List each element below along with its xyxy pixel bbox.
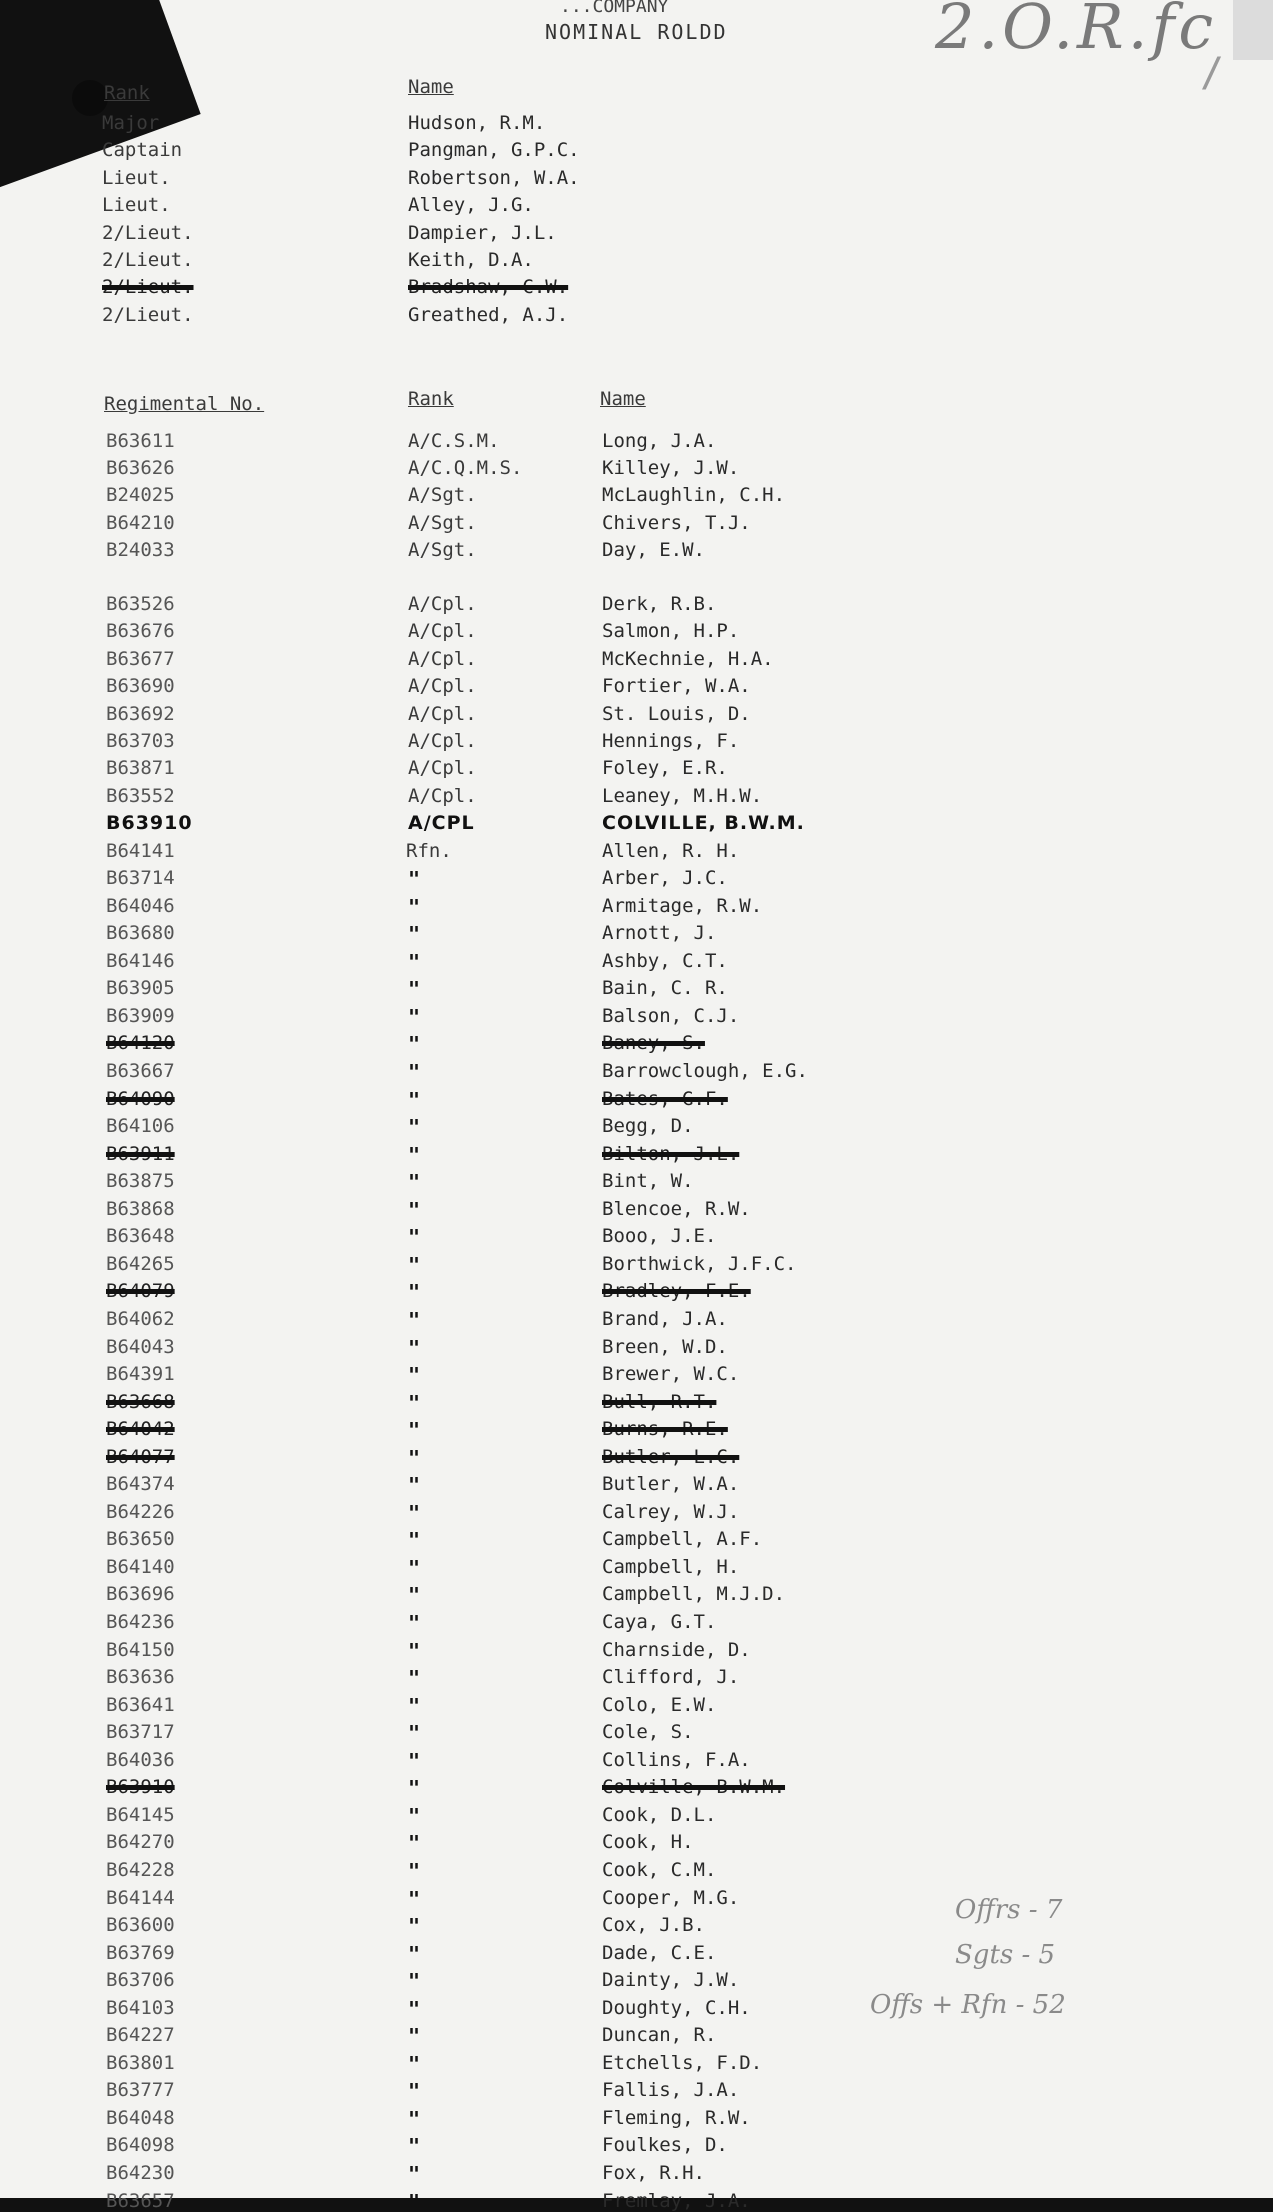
soldier-name: Booo, J.E. bbox=[602, 1225, 717, 1248]
regimental-number: B63910 bbox=[106, 1776, 175, 1799]
officer-name: Alley, J.G. bbox=[408, 194, 534, 217]
ditto-mark: " bbox=[408, 1170, 421, 1195]
soldier-name: Killey, J.W. bbox=[602, 457, 740, 480]
officer-rank: 2/Lieut. bbox=[102, 221, 194, 244]
officer-name: Keith, D.A. bbox=[408, 249, 534, 271]
soldier-name: Fortier, W.A. bbox=[602, 675, 751, 698]
ditto-mark: " bbox=[408, 2051, 421, 2076]
soldier-name: Balson, C.J. bbox=[602, 1004, 740, 1027]
regimental-number: B63667 bbox=[106, 1060, 175, 1082]
regimental-number: B63676 bbox=[106, 620, 175, 643]
soldier-name: Bint, W. bbox=[602, 1170, 694, 1193]
ditto-mark: " bbox=[408, 1969, 421, 1994]
soldier-name: Armitage, R.W. bbox=[602, 894, 763, 917]
soldier-name: Bull, R.T. bbox=[602, 1390, 717, 1413]
soldier-name: Cox, J.B. bbox=[602, 1914, 705, 1937]
soldier-name: Charnside, D. bbox=[602, 1638, 751, 1661]
ditto-mark: " bbox=[408, 1004, 421, 1029]
officer-rank: 2/Lieut. bbox=[102, 303, 194, 326]
ditto-mark: " bbox=[408, 1252, 421, 1277]
officer-name: Pangman, G.P.C. bbox=[408, 139, 580, 162]
soldier-name: Cole, S. bbox=[602, 1721, 694, 1744]
soldier-name: Cook, H. bbox=[602, 1831, 694, 1854]
soldier-name: Cook, D.L. bbox=[602, 1803, 717, 1826]
soldier-name: Bain, C. R. bbox=[602, 977, 728, 1000]
soldier-name: Bates, G.F. bbox=[602, 1087, 728, 1110]
soldier-name: Dainty, J.W. bbox=[602, 1969, 740, 1992]
ditto-mark: " bbox=[408, 1307, 421, 1332]
soldier-name: Long, J.A. bbox=[602, 430, 717, 452]
ditto-mark: " bbox=[408, 2106, 421, 2131]
tally-total: Offs + Rfn - 52 bbox=[870, 1990, 1066, 2020]
soldier-rank: A/C.S.M. bbox=[408, 430, 500, 452]
regimental-number: B64228 bbox=[106, 1858, 175, 1881]
ditto-mark: " bbox=[408, 1142, 421, 1167]
regimental-number: B63657 bbox=[106, 2189, 175, 2212]
regimental-number: B63680 bbox=[106, 922, 175, 945]
soldier-name: St. Louis, D. bbox=[602, 702, 751, 725]
scan-edge bbox=[1233, 0, 1273, 60]
soldier-name: Fallis, J.A. bbox=[602, 2079, 740, 2102]
officer-rank: Lieut. bbox=[102, 194, 171, 217]
soldier-name: Colville, B.W.M. bbox=[602, 1776, 786, 1799]
ditto-mark: " bbox=[408, 1858, 421, 1883]
regimental-number: B24025 bbox=[106, 484, 175, 507]
regimental-number: B64106 bbox=[106, 1115, 175, 1138]
ditto-mark: " bbox=[408, 2162, 421, 2186]
regimental-number: B64236 bbox=[106, 1611, 175, 1633]
ditto-mark: " bbox=[408, 867, 421, 892]
officer-rank: 2/Lieut. bbox=[102, 249, 194, 271]
regimental-number: B64120 bbox=[106, 1032, 175, 1055]
officer-name: Bradshaw, C.W. bbox=[408, 276, 569, 299]
regimental-number: B63600 bbox=[106, 1914, 175, 1937]
regimental-number: B63690 bbox=[106, 675, 175, 698]
regimental-number: B64048 bbox=[106, 2106, 175, 2129]
ditto-mark: " bbox=[408, 1941, 421, 1966]
officer-name: Dampier, J.L. bbox=[408, 221, 557, 244]
ditto-mark: " bbox=[408, 1280, 421, 1305]
regimental-number: B64374 bbox=[106, 1473, 175, 1496]
soldier-rank: A/Cpl. bbox=[408, 730, 477, 752]
soldier-name: Leaney, M.H.W. bbox=[602, 784, 763, 807]
ditto-mark: " bbox=[408, 1638, 421, 1663]
regimental-number: B63706 bbox=[106, 1969, 175, 1992]
regimental-number: B63696 bbox=[106, 1583, 175, 1606]
regimental-number: B64140 bbox=[106, 1555, 175, 1578]
ditto-mark: " bbox=[408, 894, 421, 919]
regimental-number: B64079 bbox=[106, 1280, 175, 1303]
regimental-number: B64036 bbox=[106, 1748, 175, 1771]
soldier-name: Bilton, J.L. bbox=[602, 1142, 740, 1165]
ditto-mark: " bbox=[408, 1418, 421, 1443]
regimental-number: B63526 bbox=[106, 593, 175, 615]
handwritten-mark: / bbox=[1200, 50, 1225, 96]
officer-name: Greathed, A.J. bbox=[408, 303, 569, 326]
ditto-mark: " bbox=[408, 977, 421, 1002]
officer-rank: 2/Lieut. bbox=[102, 276, 194, 299]
soldier-name: Clifford, J. bbox=[602, 1666, 740, 1689]
soldier-rank: A/Sgt. bbox=[408, 538, 477, 561]
ditto-mark: " bbox=[408, 1032, 421, 1057]
regimental-number: B64270 bbox=[106, 1831, 175, 1854]
regimental-number: B64150 bbox=[106, 1638, 175, 1661]
ditto-mark: " bbox=[408, 1528, 421, 1553]
officer-name: Robertson, W.A. bbox=[408, 166, 580, 189]
soldier-name: Campbell, A.F. bbox=[602, 1528, 763, 1551]
soldier-name: Hennings, F. bbox=[602, 730, 740, 752]
ditto-mark: " bbox=[408, 1473, 421, 1498]
soldier-name: Allen, R. H. bbox=[602, 839, 740, 862]
soldier-name: Begg, D. bbox=[602, 1115, 694, 1138]
soldier-rank: A/Sgt. bbox=[408, 484, 477, 507]
soldier-name: Colo, E.W. bbox=[602, 1693, 717, 1716]
soldier-name: Cooper, M.G. bbox=[602, 1886, 740, 1909]
ditto-mark: " bbox=[408, 1721, 421, 1746]
soldier-rank: A/Cpl. bbox=[408, 702, 477, 725]
soldier-name: Collins, F.A. bbox=[602, 1748, 751, 1771]
ditto-mark: " bbox=[408, 1996, 421, 2021]
regimental-number: B64210 bbox=[106, 511, 175, 534]
regimental-number: B63911 bbox=[106, 1142, 175, 1165]
ditto-mark: " bbox=[408, 1803, 421, 1828]
ditto-mark: " bbox=[408, 1583, 421, 1608]
soldier-name: Barrowclough, E.G. bbox=[602, 1060, 808, 1082]
regimental-number: B24033 bbox=[106, 538, 175, 561]
soldier-name: Dade, C.E. bbox=[602, 1941, 717, 1964]
soldier-name: Salmon, H.P. bbox=[602, 620, 740, 643]
soldier-rank: A/CPL bbox=[408, 812, 475, 835]
soldier-rank: Rfn. bbox=[406, 839, 452, 862]
ditto-mark: " bbox=[408, 1087, 421, 1112]
page-title: NOMINAL ROLDD bbox=[545, 20, 728, 44]
soldier-name: Brand, J.A. bbox=[602, 1307, 728, 1330]
regimental-number: B64043 bbox=[106, 1335, 175, 1358]
officers-rank-header: Rank bbox=[104, 82, 150, 104]
officer-rank: Lieut. bbox=[102, 166, 171, 189]
soldier-name: Arnott, J. bbox=[602, 922, 717, 945]
soldier-name: Blencoe, R.W. bbox=[602, 1197, 751, 1220]
ditto-mark: " bbox=[408, 1886, 421, 1911]
company-heading: ...COMPANY bbox=[560, 0, 669, 17]
ditto-mark: " bbox=[408, 1914, 421, 1939]
soldier-name: Arber, J.C. bbox=[602, 867, 728, 890]
soldier-name: Bradley, F.E. bbox=[602, 1280, 751, 1303]
regimental-number: B63552 bbox=[106, 784, 175, 807]
ditto-mark: " bbox=[408, 2189, 421, 2212]
soldier-name: Butler, W.A. bbox=[602, 1473, 740, 1496]
ditto-mark: " bbox=[408, 1115, 421, 1140]
ditto-mark: " bbox=[408, 922, 421, 947]
regimental-number: B63648 bbox=[106, 1225, 175, 1248]
soldier-rank: A/Cpl. bbox=[408, 675, 477, 698]
ditto-mark: " bbox=[408, 2024, 421, 2049]
regimental-number: B64141 bbox=[106, 839, 175, 862]
regimental-number: B63777 bbox=[106, 2079, 175, 2102]
soldier-name: Butler, L.C. bbox=[602, 1445, 740, 1468]
regimental-number: B64062 bbox=[106, 1307, 175, 1330]
ditto-mark: " bbox=[408, 1060, 421, 1084]
ditto-mark: " bbox=[408, 1555, 421, 1580]
ditto-mark: " bbox=[408, 1225, 421, 1250]
soldier-name: Campbell, M.J.D. bbox=[602, 1583, 786, 1606]
regimental-number: B63909 bbox=[106, 1004, 175, 1027]
soldier-name: COLVILLE, B.W.M. bbox=[602, 812, 805, 835]
soldier-name: Foley, E.R. bbox=[602, 757, 728, 780]
officers-name-header: Name bbox=[408, 76, 454, 98]
soldier-name: Campbell, H. bbox=[602, 1555, 740, 1578]
regimental-number: B63717 bbox=[106, 1721, 175, 1744]
soldier-name: Borthwick, J.F.C. bbox=[602, 1252, 797, 1275]
men-rank-header: Rank bbox=[408, 388, 454, 410]
soldier-name: Duncan, R. bbox=[602, 2024, 717, 2047]
soldier-name: Derk, R.B. bbox=[602, 593, 717, 615]
soldier-name: Fremlay, J.A. bbox=[602, 2189, 751, 2212]
regno-header: Regimental No. bbox=[104, 393, 265, 415]
regimental-number: B63714 bbox=[106, 867, 175, 890]
regimental-number: B63626 bbox=[106, 457, 175, 480]
regimental-number: B63910 bbox=[106, 812, 193, 835]
ditto-mark: " bbox=[408, 1693, 421, 1718]
regimental-number: B63692 bbox=[106, 702, 175, 725]
soldier-name: Calrey, W.J. bbox=[602, 1500, 740, 1523]
ditto-mark: " bbox=[408, 1831, 421, 1856]
regimental-number: B64103 bbox=[106, 1996, 175, 2019]
handwritten-reference: 2.O.R.fc bbox=[935, 0, 1218, 63]
soldier-rank: A/Cpl. bbox=[408, 757, 477, 780]
soldier-rank: A/Cpl. bbox=[408, 647, 477, 670]
soldier-rank: A/C.Q.M.S. bbox=[408, 457, 523, 480]
soldier-rank: A/Cpl. bbox=[408, 784, 477, 807]
ditto-mark: " bbox=[408, 1666, 421, 1691]
regimental-number: B63677 bbox=[106, 647, 175, 670]
regimental-number: B63668 bbox=[106, 1390, 175, 1413]
regimental-number: B63641 bbox=[106, 1693, 175, 1716]
officer-rank: Major bbox=[102, 112, 160, 134]
officer-name: Hudson, R.M. bbox=[408, 112, 546, 134]
regimental-number: B64230 bbox=[106, 2162, 175, 2184]
ditto-mark: " bbox=[408, 1776, 421, 1801]
ditto-mark: " bbox=[408, 1748, 421, 1773]
soldier-name: Doughty, C.H. bbox=[602, 1996, 751, 2019]
soldier-name: Day, E.W. bbox=[602, 538, 705, 561]
soldier-name: Burns, R.E. bbox=[602, 1418, 728, 1441]
soldier-name: McKechnie, H.A. bbox=[602, 647, 774, 670]
regimental-number: B63611 bbox=[106, 430, 175, 452]
regimental-number: B64227 bbox=[106, 2024, 175, 2047]
regimental-number: B64391 bbox=[106, 1363, 175, 1386]
soldier-name: Foulkes, D. bbox=[602, 2134, 728, 2157]
regimental-number: B63875 bbox=[106, 1170, 175, 1193]
regimental-number: B64098 bbox=[106, 2134, 175, 2157]
ditto-mark: " bbox=[408, 1390, 421, 1415]
soldier-name: Chivers, T.J. bbox=[602, 511, 751, 534]
tally-officers: Offrs - 7 bbox=[955, 1895, 1063, 1925]
regimental-number: B64042 bbox=[106, 1418, 175, 1441]
regimental-number: B64145 bbox=[106, 1803, 175, 1826]
regimental-number: B64090 bbox=[106, 1087, 175, 1110]
tally-sergeants: Sgts - 5 bbox=[955, 1940, 1056, 1970]
ditto-mark: " bbox=[408, 1445, 421, 1470]
punch-hole bbox=[72, 80, 108, 116]
regimental-number: B63868 bbox=[106, 1197, 175, 1220]
ditto-mark: " bbox=[408, 2134, 421, 2159]
regimental-number: B63801 bbox=[106, 2051, 175, 2074]
soldier-name: Brewer, W.C. bbox=[602, 1363, 740, 1386]
soldier-name: Breen, W.D. bbox=[602, 1335, 728, 1358]
ditto-mark: " bbox=[408, 1611, 421, 1635]
soldier-name: Fleming, R.W. bbox=[602, 2106, 751, 2129]
soldier-name: Etchells, F.D. bbox=[602, 2051, 763, 2074]
regimental-number: B63636 bbox=[106, 1666, 175, 1689]
regimental-number: B64077 bbox=[106, 1445, 175, 1468]
ditto-mark: " bbox=[408, 1197, 421, 1222]
ditto-mark: " bbox=[408, 2079, 421, 2104]
regimental-number: B64265 bbox=[106, 1252, 175, 1275]
soldier-name: Baney, S. bbox=[602, 1032, 705, 1055]
ditto-mark: " bbox=[408, 949, 421, 974]
soldier-name: Caya, G.T. bbox=[602, 1611, 717, 1633]
soldier-rank: A/Sgt. bbox=[408, 511, 477, 534]
regimental-number: B63769 bbox=[106, 1941, 175, 1964]
regimental-number: B64226 bbox=[106, 1500, 175, 1523]
men-name-header: Name bbox=[600, 388, 646, 410]
soldier-name: McLaughlin, C.H. bbox=[602, 484, 786, 507]
regimental-number: B63871 bbox=[106, 757, 175, 780]
soldier-name: Fox, R.H. bbox=[602, 2162, 705, 2184]
ditto-mark: " bbox=[408, 1500, 421, 1525]
regimental-number: B64046 bbox=[106, 894, 175, 917]
soldier-name: Cook, C.M. bbox=[602, 1858, 717, 1881]
ditto-mark: " bbox=[408, 1363, 421, 1388]
soldier-rank: A/Cpl. bbox=[408, 593, 477, 615]
officer-rank: Captain bbox=[102, 139, 183, 162]
ditto-mark: " bbox=[408, 1335, 421, 1360]
soldier-rank: A/Cpl. bbox=[408, 620, 477, 643]
soldier-name: Ashby, C.T. bbox=[602, 949, 728, 972]
regimental-number: B63650 bbox=[106, 1528, 175, 1551]
regimental-number: B63905 bbox=[106, 977, 175, 1000]
regimental-number: B63703 bbox=[106, 730, 175, 752]
regimental-number: B64144 bbox=[106, 1886, 175, 1909]
regimental-number: B64146 bbox=[106, 949, 175, 972]
